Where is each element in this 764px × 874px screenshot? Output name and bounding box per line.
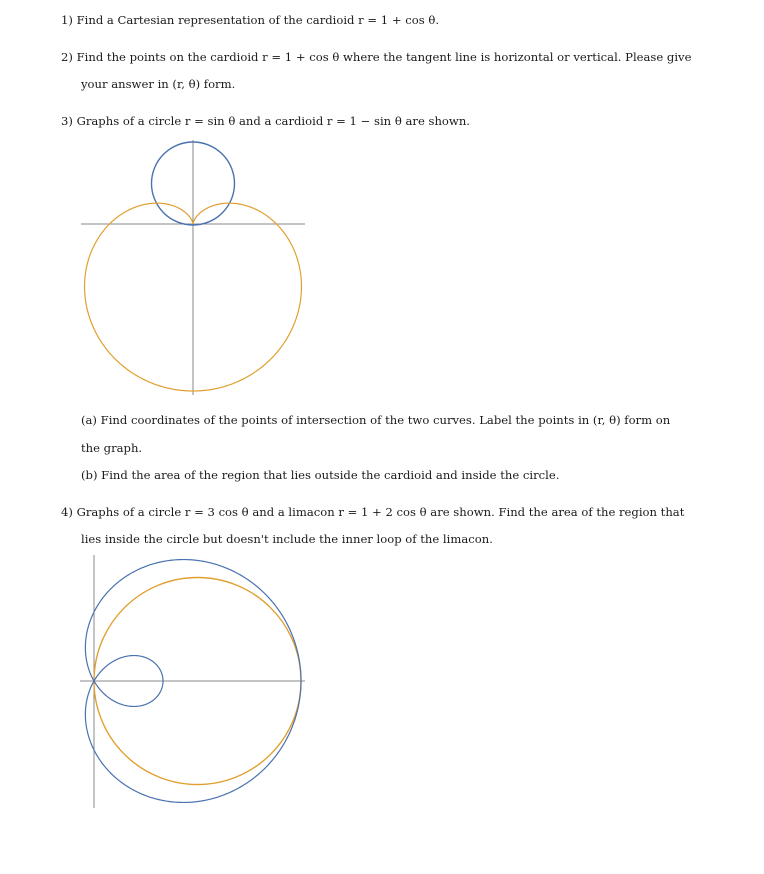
- problem-3b-text: (b) Find the area of the region that lies outside the cardioid and inside the circle.: [81, 468, 560, 482]
- problem-number: 4): [61, 505, 73, 519]
- problem-4-text-line-1: Graphs of a circle r = 3 cos θ and a limacon r = 1 + 2 cos θ are shown. Find the area of the region that: [76, 505, 685, 519]
- problem-4-text-line-2: lies inside the circle but doesn't include the inner loop of the limacon.: [81, 532, 493, 546]
- problem-number: 1): [61, 13, 73, 27]
- problem-number: 2): [61, 50, 73, 64]
- problem-2-text-line-2: your answer in (r, θ) form.: [81, 77, 236, 91]
- problem-3a-text-line-1: (a) Find coordinates of the points of intersection of the two curves. Label the points in (r, θ) form on: [81, 413, 671, 427]
- problem-number: 3): [61, 114, 73, 128]
- problem-1-text: Find a Cartesian representation of the cardioid r = 1 + cos θ.: [76, 13, 440, 27]
- problem-3-text: Graphs of a circle r = sin θ and a cardioid r = 1 − sin θ are shown.: [76, 114, 470, 128]
- problem-2-text-line-1: Find the points on the cardioid r = 1 + cos θ where the tangent line is horizontal or vertical. Please give: [76, 50, 692, 64]
- problem-3a-text-line-2: the graph.: [81, 441, 143, 455]
